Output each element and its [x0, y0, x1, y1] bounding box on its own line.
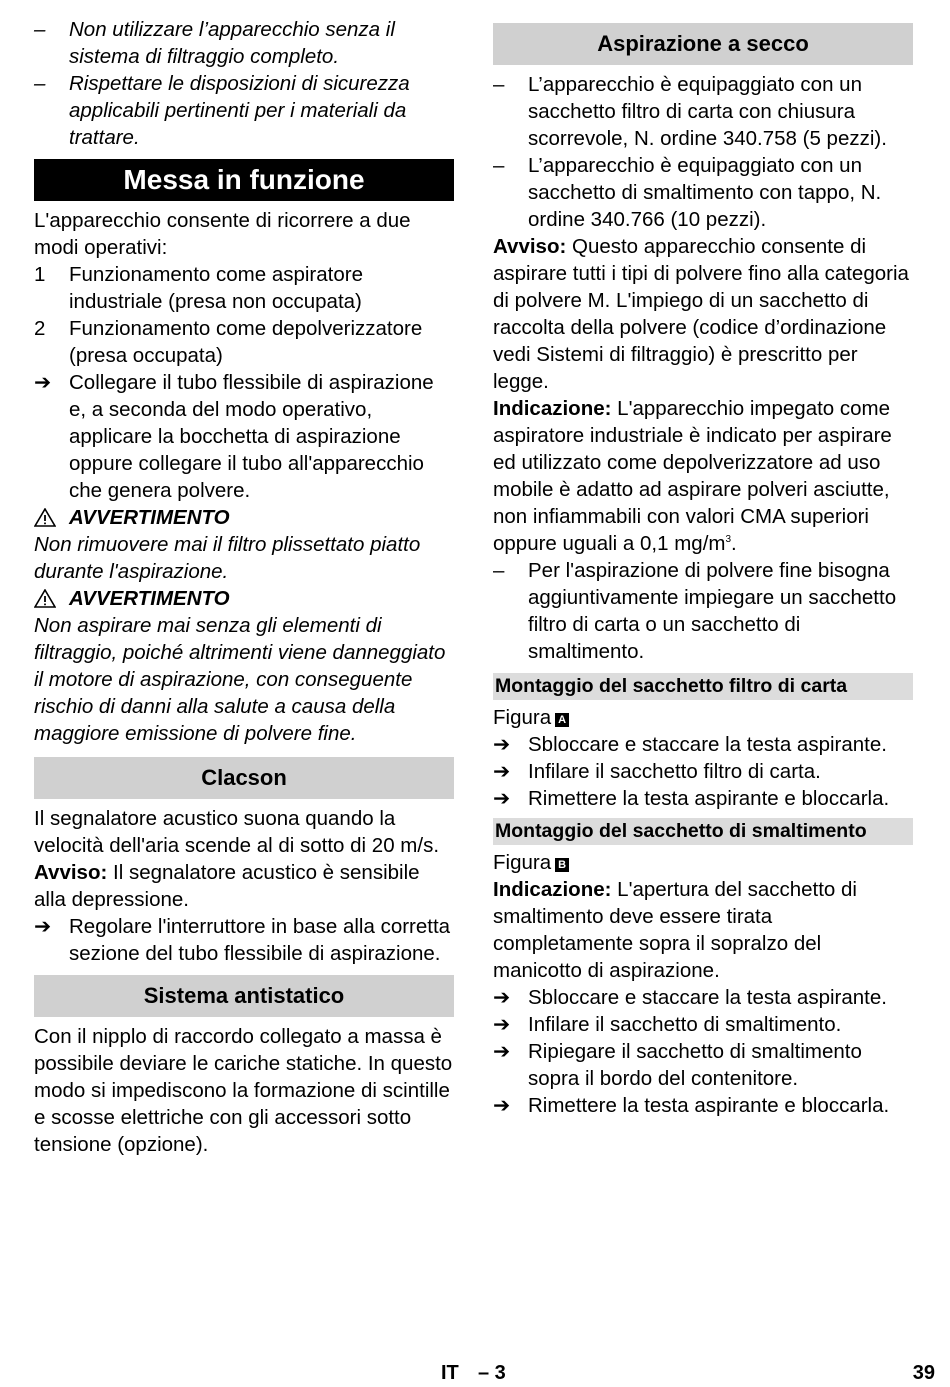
- notice-paragraph: [34, 859, 454, 913]
- page-number: 39: [912, 1362, 935, 1384]
- list-text: Non utilizzare l’apparecchio senza il sistema di filtraggio completo.: [69, 18, 395, 68]
- list-marker: 1: [34, 263, 46, 286]
- list-text: L’apparecchio è equipaggiato con un sacchetto di smaltimento con tappo, N. ordine 340.766 (10 pezzi).: [528, 154, 882, 231]
- notice-label: Avviso:: [493, 235, 567, 258]
- list-text: L’apparecchio è equipaggiato con un sacchetto filtro di carta con chiusura scorrevole, N. ordine 340.758 (5 pezzi).: [528, 73, 887, 150]
- arrow-icon: ➔: [493, 986, 511, 1009]
- indication-text: L'apparecchio impegato come aspiratore industriale è indicato per aspirare ed utilizzato come depolverizzatore ad uso mobile è adatto ad aspirare polveri asciutte, non infiammabili con valori CMA superiori oppure uguali a 0,1 mg/m: [493, 397, 892, 555]
- indication-paragraph: [493, 395, 913, 557]
- paragraph: Il segnalatore acustico suona quando la velocità dell'aria scende al di sotto di 20 m/s.: [34, 807, 440, 857]
- subsection-heading-smaltimento: Montaggio del sacchetto di smaltimento: [493, 818, 913, 845]
- figure-reference: [493, 704, 913, 731]
- list-text: Sbloccare e staccare la testa aspirante.: [528, 733, 887, 756]
- notice-text: Il segnalatore acustico è sensibile alla depressione.: [34, 861, 420, 911]
- indication-paragraph: [493, 876, 913, 984]
- list-marker: 2: [34, 317, 46, 340]
- list-text: Funzionamento come depolverizzatore (presa occupata): [69, 317, 423, 367]
- list-item: [493, 1092, 913, 1119]
- list-text: Regolare l'interruttore in base alla corretta sezione del tubo flessibile di aspirazione.: [69, 915, 451, 965]
- figure-reference: [493, 849, 913, 876]
- left-column: [34, 16, 454, 1158]
- indication-text: L'apertura del sacchetto di smaltimento deve essere tirata completamente sopra il sopralzo del manicotto di aspirazione.: [493, 878, 857, 982]
- arrow-icon: ➔: [493, 1094, 511, 1117]
- list-marker: –: [34, 72, 46, 95]
- list-text: Rispettare le disposizioni di sicurezza applicabili pertinenti per i materiali da trattare.: [69, 72, 410, 149]
- figure-letter-box: A: [555, 713, 569, 727]
- paragraph: L'apparecchio consente di ricorrere a due modi operativi:: [34, 209, 411, 259]
- list-item: [493, 152, 913, 233]
- list-marker: –: [493, 154, 505, 177]
- list-item: [493, 557, 913, 665]
- section-heading-sistema-antistatico: Sistema antistatico: [34, 975, 454, 1017]
- figure-label: Figura: [493, 706, 552, 729]
- arrow-icon: ➔: [493, 1040, 511, 1063]
- footer-language: IT: [441, 1362, 459, 1384]
- list-marker: –: [34, 18, 46, 41]
- right-column: [493, 16, 913, 1119]
- superscript: 3: [725, 534, 732, 546]
- warning-title: AVVERTIMENTO: [69, 587, 230, 610]
- notice-paragraph: [493, 233, 913, 395]
- arrow-icon: ➔: [493, 787, 511, 810]
- list-marker: –: [493, 73, 505, 96]
- footer-section: – 3: [478, 1362, 506, 1384]
- arrow-icon: ➔: [493, 760, 511, 783]
- list-item: [493, 758, 913, 785]
- figure-letter-box: B: [555, 858, 569, 872]
- list-item: [34, 369, 454, 504]
- arrow-icon: ➔: [493, 733, 511, 756]
- list-text: Rimettere la testa aspirante e bloccarla.: [528, 1094, 890, 1117]
- list-text: Per l'aspirazione di polvere fine bisogna aggiuntivamente impiegare un sacchetto filtro di carta o un sacchetto di smaltimento.: [528, 559, 897, 663]
- section-heading-clacson: Clacson: [34, 757, 454, 799]
- list-text: Ripiegare il sacchetto di smaltimento sopra il bordo del contenitore.: [528, 1040, 862, 1090]
- list-item: [493, 1011, 913, 1038]
- warning-heading: [34, 504, 454, 531]
- list-marker: –: [493, 559, 505, 582]
- list-item: [34, 315, 454, 369]
- list-item: [493, 785, 913, 812]
- figure-label: Figura: [493, 851, 552, 874]
- list-item: [34, 913, 454, 967]
- notice-text: Questo apparecchio consente di aspirare tutti i tipi di polvere fino alla categoria di polvere M. L'impiego di un sacchetto di raccolta della polvere (codice d’ordinazione vedi Sistemi di filtraggio) è prescritto per legge.: [493, 235, 909, 393]
- list-text: Sbloccare e staccare la testa aspirante.: [528, 986, 887, 1009]
- list-item: [493, 984, 913, 1011]
- indication-end: .: [731, 532, 737, 555]
- list-item: [34, 16, 454, 70]
- arrow-icon: ➔: [34, 915, 52, 938]
- warning-triangle-icon: [34, 589, 56, 608]
- arrow-icon: ➔: [34, 371, 52, 394]
- list-item: [34, 261, 454, 315]
- section-heading-aspirazione-a-secco: Aspirazione a secco: [493, 23, 913, 65]
- warning-title: AVVERTIMENTO: [69, 506, 230, 529]
- paragraph: Con il nipplo di raccordo collegato a massa è possibile deviare le cariche statiche. In questo modo si impediscono la formazione di scintille e scosse elettriche con gli accessori sotto tensione (opzione).: [34, 1025, 453, 1156]
- list-item: [493, 1038, 913, 1092]
- list-item: [493, 71, 913, 152]
- notice-label: Avviso:: [34, 861, 108, 884]
- warning-heading: [34, 585, 454, 612]
- list-text: Funzionamento come aspiratore industriale (presa non occupata): [69, 263, 363, 313]
- list-text: Collegare il tubo flessibile di aspirazione e, a seconda del modo operativo, applicare la bocchetta di aspirazione oppure collegare il tubo all'apparecchio che genera polvere.: [69, 371, 434, 502]
- list-text: Rimettere la testa aspirante e bloccarla.: [528, 787, 890, 810]
- arrow-icon: ➔: [493, 1013, 511, 1036]
- list-text: Infilare il sacchetto filtro di carta.: [528, 760, 821, 783]
- section-heading-messa-in-funzione: Messa in funzione: [34, 159, 454, 201]
- list-item: [34, 70, 454, 151]
- subsection-heading-filtro-carta: Montaggio del sacchetto filtro di carta: [493, 673, 913, 700]
- list-text: Infilare il sacchetto di smaltimento.: [528, 1013, 842, 1036]
- list-item: [493, 731, 913, 758]
- indication-label: Indicazione:: [493, 878, 612, 901]
- warning-text: Non rimuovere mai il filtro plissettato piatto durante l'aspirazione.: [34, 533, 421, 583]
- warning-triangle-icon: [34, 508, 56, 527]
- warning-text: Non aspirare mai senza gli elementi di filtraggio, poiché altrimenti viene danneggiato il motore di aspirazione, con conseguente rischio di danni alla salute a causa della maggiore emissione di polvere fine.: [34, 614, 446, 745]
- indication-label: Indicazione:: [493, 397, 612, 420]
